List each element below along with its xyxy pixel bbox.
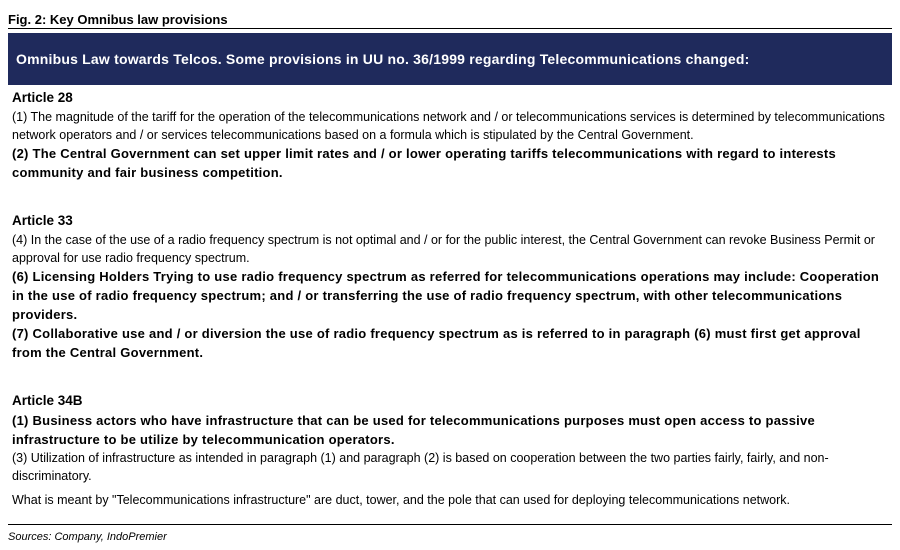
article-34b-para-3: (3) Utilization of infrastructure as intended in paragraph (1) and paragraph (2) is based on cooperation between the two parties fairly, fairly, and non-discriminatory.	[12, 451, 829, 483]
article-34b-definition: What is meant by "Telecommunications infrastructure" are duct, tower, and the pole that can used for deploying telecommunications network.	[12, 493, 791, 507]
article-34b-para-1: (1) Business actors who have infrastructure that can be used for telecommunications purposes must open access to passive infrastructure to be utilize by telecommunication operators.	[12, 413, 815, 447]
article-33-para-4: (4) In the case of the use of a radio frequency spectrum is not optimal and / or for the public interest, the Central Government can revoke Business Permit or approval for use radio frequency spectrum.	[12, 233, 875, 265]
article-title: Article 34B	[12, 393, 83, 408]
article-title: Article 33	[12, 213, 73, 228]
article-33-para-7: (7) Collaborative use and / or diversion the use of radio frequency spectrum as is referred to in paragraph (6) must first get approval from the Central Government.	[12, 326, 861, 360]
header-banner: Omnibus Law towards Telcos. Some provisions in UU no. 36/1999 regarding Telecommunications changed:	[8, 33, 892, 85]
article-28-para-1: (1) The magnitude of the tariff for the operation of the telecommunications network and / or telecommunications services is determined by telecommunications network operators and / or services telecommunications based on a formula which is stipulated by the Central Government.	[12, 110, 885, 142]
article-28	[12, 90, 886, 182]
article-33	[12, 213, 886, 362]
article-title: Article 28	[12, 90, 73, 105]
article-33-para-6: (6) Licensing Holders Trying to use radio frequency spectrum as referred for telecommunications operations may include: Cooperation in the use of radio frequency spectrum; and / or transferring the use of radio frequency spectrum, with other telecommunications providers.	[12, 269, 880, 322]
article-28-para-2: (2) The Central Government can set upper limit rates and / or lower operating tariffs telecommunications with regard to interests community and fair business competition.	[12, 146, 836, 180]
figure	[8, 0, 892, 509]
sources-footer: Sources: Company, IndoPremier	[8, 524, 892, 543]
figure-title: Fig. 2: Key Omnibus law provisions	[8, 0, 892, 29]
article-34b	[12, 393, 886, 509]
